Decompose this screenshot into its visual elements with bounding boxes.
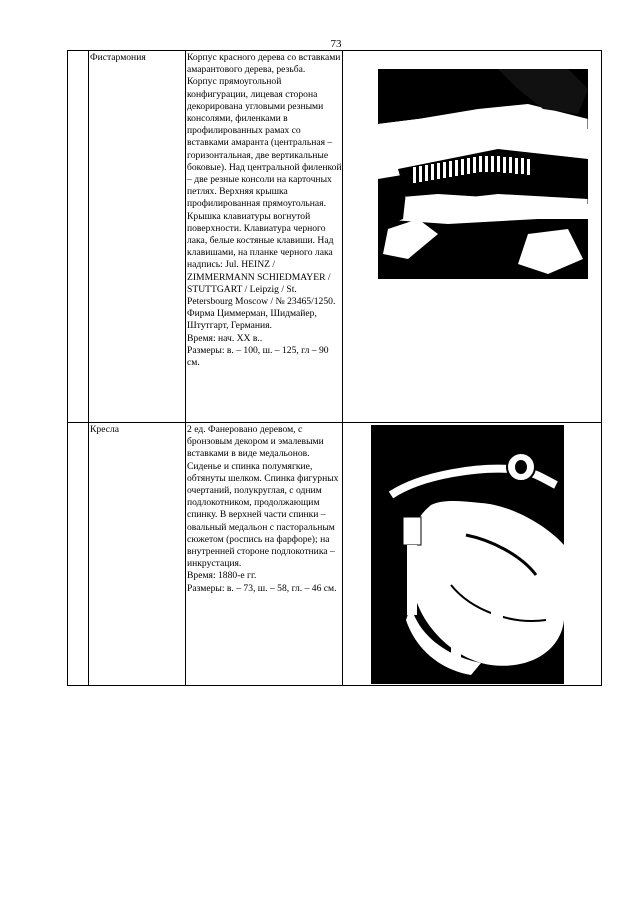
description-paragraph: Корпус прямоугольной конфигурации, лицевая сторона декорирована угловыми резными консолями, филенками в профилированных рамах со вставками амаранта (центральная – горизонтальная, две вертикальные боковые). Над центральной филенкой – две резные консоли на карточных петлях. Верхняя крышка профилированная прямоугольная. Крышка клавиатуры вогнутой поверхности. Клавиатура черного лака, белые костяные клавиши. Над клавишами, на планке черного лака надпись: Jul. HEINZ / ZIMMERMANN SCHIEDMAYER / STUTTGART / Leipzig / St. Petersbourg Moscow / № 23465/1250. Фирма Циммерман, Шидмайер, Штутгарт, Германия. bbox=[187, 76, 342, 332]
item-description bbox=[186, 51, 342, 369]
description-paragraph: Корпус красного дерева со вставками амарантового дерева, резьба. bbox=[187, 52, 341, 76]
description-paragraph: Время: нач. XX в.. bbox=[187, 332, 263, 344]
row-index-cell bbox=[68, 51, 89, 423]
description-paragraph: Время: 1880-е гг. bbox=[187, 570, 257, 582]
table-row bbox=[68, 423, 602, 686]
description-paragraph: Размеры: в. – 100, ш. – 125, гл – 90 см. bbox=[187, 344, 329, 369]
description-paragraph: 2 ед. Фанеровано деревом, с бронзовым декором и эмалевыми вставками в виде медальонов. Сиденье и спинка полумягкие, обтянуты шелком. Спинка фигурных очертаний, полукруглая, с одним подлокотником, продолжающим спинку. В верхней части спинки – овальный медальон с пасторальным сюжетом (роспись на фарфоре); на внутренней стороне подлокотника – инкрустация. bbox=[187, 424, 339, 570]
item-name-cell bbox=[89, 51, 186, 423]
item-name: Фистармония bbox=[90, 52, 146, 63]
table-row bbox=[68, 51, 602, 423]
item-description bbox=[186, 423, 342, 595]
item-name: Кресла bbox=[90, 424, 119, 435]
row-index-cell bbox=[68, 423, 89, 686]
armchair-photo bbox=[371, 425, 564, 684]
page-number: 73 bbox=[330, 38, 342, 50]
item-photo-cell bbox=[343, 51, 602, 423]
description-paragraph: Размеры: в. – 73, ш. – 58, гл. – 46 см. bbox=[187, 582, 337, 594]
item-name-cell bbox=[89, 423, 186, 686]
harmonium-photo bbox=[378, 69, 588, 279]
item-photo-cell bbox=[343, 423, 602, 686]
item-description-cell bbox=[186, 51, 343, 423]
item-description-cell bbox=[186, 423, 343, 686]
inventory-table bbox=[67, 50, 602, 686]
